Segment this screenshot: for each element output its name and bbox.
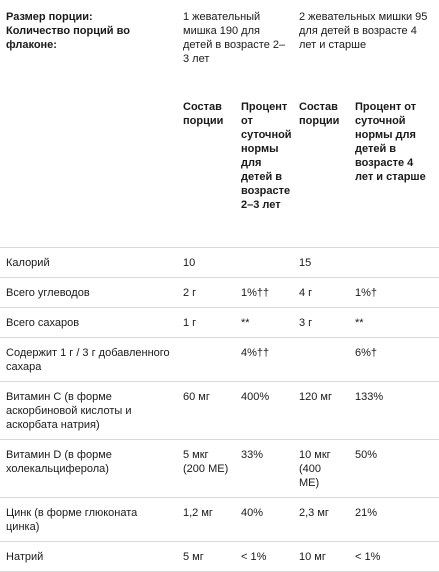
daily-value-kids-2-3: 1%††: [241, 287, 270, 299]
serving-row: [0, 0, 439, 92]
serving-size-label: Размер порции:: [6, 11, 93, 23]
daily-value-kids-2-3: 33%: [241, 449, 264, 461]
daily-value-kids-4-plus: 21%: [355, 507, 378, 519]
nutrient-row: [0, 308, 439, 338]
amount-kids-2-3: 1 г: [183, 317, 197, 329]
serving-info-kids-4-plus: 2 жевательных мишки 95 для детей в возрасте 4 лет и старше: [299, 11, 428, 51]
servings-per-container-label: Количество порций во флаконе:: [6, 25, 130, 51]
nutrient-row: [0, 440, 439, 498]
amount-kids-2-3: 1,2 мг: [183, 507, 213, 519]
daily-value-kids-2-3: **: [241, 317, 250, 329]
daily-value-kids-4-plus: **: [355, 317, 364, 329]
amount-kids-4-plus: [293, 338, 349, 382]
amount-kids-4-plus: 15: [299, 257, 312, 269]
daily-value-kids-4-plus: 133%: [355, 391, 384, 403]
nutrient-row: [0, 542, 439, 572]
amount-kids-4-plus: 10 мкг (400 МЕ): [299, 449, 331, 489]
nutrient-name: Цинк (в форме глюконата цинка): [6, 507, 138, 533]
nutrient-row: [0, 278, 439, 308]
daily-value-kids-2-3: 40%: [241, 507, 264, 519]
nutrient-row: [0, 338, 439, 382]
nutrient-name: Содержит 1 г / 3 г добавленного сахара: [6, 347, 170, 373]
amount-kids-4-plus: 120 мг: [299, 391, 332, 403]
nutrient-name: Натрий: [6, 551, 44, 563]
column-header-row: [0, 92, 439, 248]
nutrient-rows: [0, 248, 439, 572]
nutrient-name: Всего углеводов: [6, 287, 90, 299]
daily-value-header-2: Процент от суточной нормы для детей в возрасте 4 лет и старше: [355, 101, 426, 183]
amount-header-1: Состав порции: [183, 101, 224, 127]
amount-kids-2-3: 2 г: [183, 287, 197, 299]
nutrient-row: [0, 382, 439, 440]
amount-kids-2-3: 5 мкг (200 МЕ): [183, 449, 229, 475]
serving-info-kids-2-3: 1 жевательный мишка 190 для детей в возрасте 2–3 лет: [183, 11, 286, 65]
serving-labels: [0, 0, 177, 92]
amount-kids-2-3: [177, 338, 235, 382]
amount-kids-4-plus: 2,3 мг: [299, 507, 329, 519]
amount-kids-4-plus: 4 г: [299, 287, 313, 299]
daily-value-kids-2-3: 4%††: [241, 347, 270, 359]
amount-kids-4-plus: 10 мг: [299, 551, 326, 563]
daily-value-kids-2-3: < 1%: [241, 551, 267, 563]
daily-value-kids-4-plus: [349, 248, 439, 278]
daily-value-kids-4-plus: 6%†: [355, 347, 378, 359]
daily-value-kids-4-plus: 50%: [355, 449, 378, 461]
daily-value-kids-2-3: 400%: [241, 391, 270, 403]
amount-kids-2-3: 10: [183, 257, 196, 269]
amount-header-2: Состав порции: [299, 101, 340, 127]
daily-value-header-1: Процент от суточной нормы для детей в возрасте 2–3 лет: [241, 101, 292, 211]
daily-value-kids-2-3: [235, 248, 293, 278]
daily-value-kids-4-plus: 1%†: [355, 287, 378, 299]
amount-kids-2-3: 5 мг: [183, 551, 204, 563]
nutrient-name: Витамин C (в форме аскорбиновой кислоты и аскорбата натрия): [6, 391, 132, 431]
nutrient-name: Всего сахаров: [6, 317, 80, 329]
nutrient-name: Калорий: [6, 257, 50, 269]
amount-kids-4-plus: 3 г: [299, 317, 313, 329]
nutrient-row: [0, 248, 439, 278]
nutrient-name: Витамин D (в форме холекальциферола): [6, 449, 112, 475]
amount-kids-2-3: 60 мг: [183, 391, 210, 403]
nutrient-row: [0, 498, 439, 542]
daily-value-kids-4-plus: < 1%: [355, 551, 381, 563]
